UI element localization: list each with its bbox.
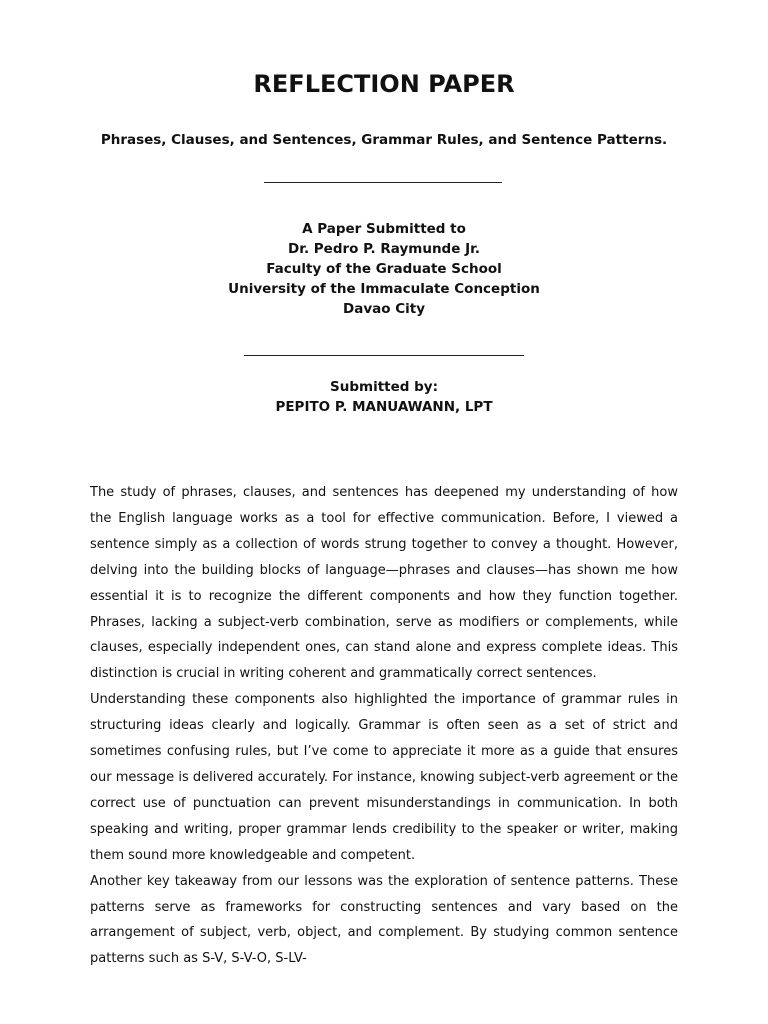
paragraph: The study of phrases, clauses, and sentences has deepened my understanding of how the English language works as a tool for effective communication. Before, I viewed a sentence simply as a collection of words strung together to convey a thought. However, delving into the building blocks of language—phrases and clauses—has shown me how essential it is to recognize the different components and how they function together. Phrases, lacking a subject-verb combination, serve as modifiers or complements, while clauses, especially independent ones, can stand alone and express complete ideas. This distinction is crucial in writing coherent and grammatically correct sentences. [90,485,678,682]
submitted-by-label: Submitted by: [330,379,438,395]
city-name: Davao City [343,301,425,317]
submitted-to-block [0,219,768,319]
university-name: University of the Immaculate Conception [228,281,540,297]
faculty-name: Faculty of the Graduate School [266,261,502,277]
document-title: REFLECTION PAPER [253,70,515,98]
author-name: PEPITO P. MANUAWANN, LPT [275,399,493,415]
professor-name: Dr. Pedro P. Raymunde Jr. [288,241,480,257]
submitted-by-block [0,377,768,417]
divider-line [264,182,502,183]
paragraph: Understanding these components also highlighted the importance of grammar rules in structuring ideas clearly and logically. Grammar is often seen as a set of strict and sometimes confusing rules, but I’ve come to appreciate it more as a guide that ensures our message is delivered accurately. For instance, knowing subject-verb agreement or the correct use of punctuation can prevent misunderstandings in communication. In both speaking and writing, proper grammar lends credibility to the speaker or writer, making them sound more knowledgeable and competent. [90,692,678,863]
document-subtitle: Phrases, Clauses, and Sentences, Grammar Rules, and Sentence Patterns. [100,132,668,148]
body-text [90,480,678,972]
paragraph: Another key takeaway from our lessons was the exploration of sentence patterns. These patterns serve as frameworks for constructing sentences and vary based on the arrangement of subject, verb, object, and complement. By studying common sentence patterns such as S-V, S-V-O, S-LV- [90,873,678,967]
submitted-to-label: A Paper Submitted to [302,221,466,237]
divider-line [244,355,524,356]
